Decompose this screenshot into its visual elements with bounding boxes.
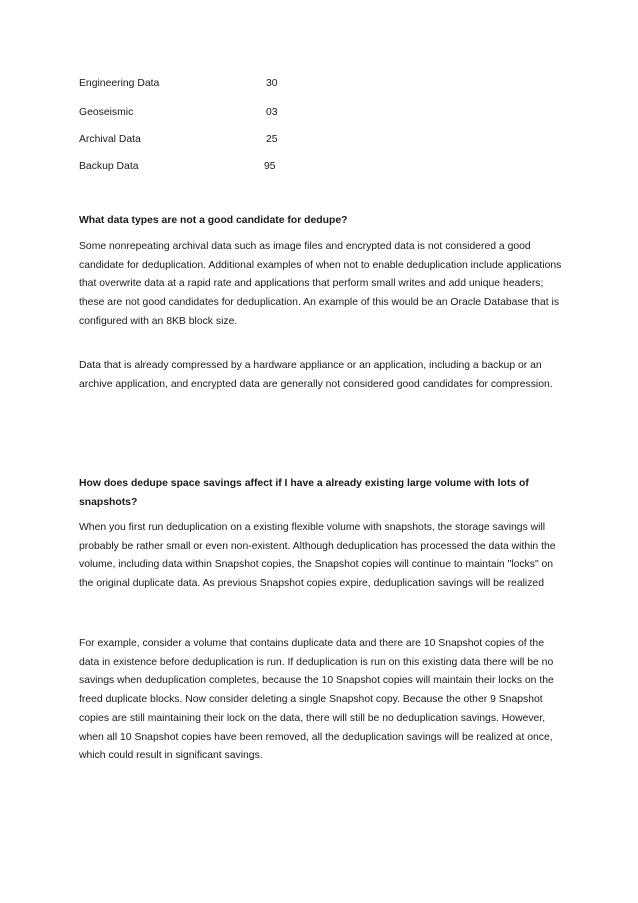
dedupe-savings-value: 30 — [266, 78, 278, 89]
section-heading-dedupe-candidates: What data types are not a good candidate for dedupe? — [79, 215, 348, 226]
data-type-name: Geoseismic — [79, 107, 134, 118]
paragraph: Data that is already compressed by a hardware appliance or an application, including a backup or an archive application, and encrypted data are generally not considered good candidates for compression. — [79, 360, 553, 390]
data-type-name: Engineering Data — [79, 78, 160, 89]
table-row — [79, 131, 379, 150]
table-row — [79, 158, 379, 177]
dedupe-savings-value: 25 — [266, 134, 278, 145]
paragraph: For example, consider a volume that contains duplicate data and there are 10 Snapshot copies of the data in existence before deduplication is run. If deduplication is run on this existing data there will be no savings when deduplication completes, because the 10 Snapshot copies will maintain their locks on the freed duplicate blocks. Now consider deleting a single Snapshot copy. Because the other 9 Snapshot copies are still maintaining their lock on the data, there will still be no deduplication savings. However, when all 10 Snapshot copies have been removed, all the deduplication savings will be realized at once, which could result in significant savings. — [79, 638, 554, 762]
section-heading-snapshot-savings: How does dedupe space savings affect if I have a already existing large volume with lots of snapshots? — [79, 478, 529, 508]
paragraph: When you first run deduplication on a existing flexible volume with snapshots, the storage savings will probably be rather small or even non-existent. Although deduplication has processed the data within the volume, including data within Snapshot copies, the Snapshot copies will continue to maintain "locks" on the original duplicate data. As previous Snapshot copies expire, deduplication savings will be realized — [79, 522, 556, 590]
data-type-name: Archival Data — [79, 134, 141, 145]
table-row — [79, 104, 379, 123]
table-row — [79, 75, 379, 94]
paragraph: Some nonrepeating archival data such as image files and encrypted data is not considered a good candidate for deduplication. Additional examples of when not to enable deduplication include applications that overwrite data at a rapid rate and applications that perform small writes and add unique headers; these are not good candidates for deduplication. An example of this would be an Oracle Database that is configured with an 8KB block size. — [79, 241, 562, 327]
dedupe-savings-value: 95 — [264, 161, 276, 172]
data-type-name: Backup Data — [79, 161, 139, 172]
dedupe-savings-value: 03 — [266, 107, 278, 118]
